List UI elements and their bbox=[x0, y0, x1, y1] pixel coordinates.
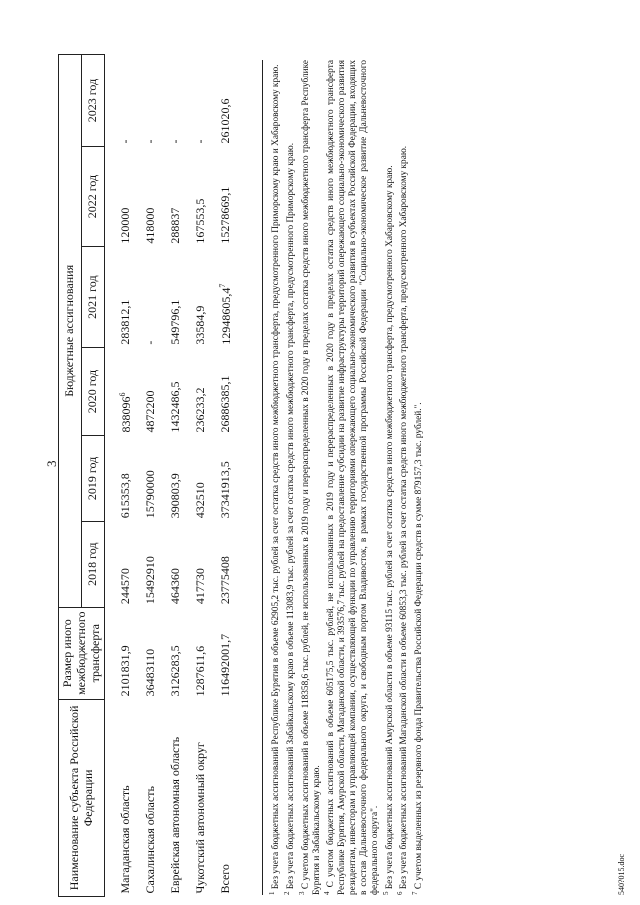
transfer-amount: 36483110 bbox=[143, 648, 158, 697]
budget-value: 4872200 bbox=[143, 390, 158, 433]
region-name: Чукотский автономный округ bbox=[193, 742, 208, 894]
budget-value: 33584,9 bbox=[193, 305, 208, 345]
footnote bbox=[267, 60, 282, 895]
transfer-amount: 2101831,9 bbox=[118, 645, 133, 697]
budget-value: 12948605,4$^7$ bbox=[217, 283, 233, 345]
budget-value: 549796,1 bbox=[168, 299, 183, 345]
budget-value: - bbox=[193, 139, 208, 144]
budget-value: 615353,8 bbox=[118, 473, 133, 519]
transfer-amount: 3126283,5 bbox=[168, 645, 183, 697]
footnote-text: С учетом бюджетных ассигнований в объеме 118358,6 тыс. рублей, не использованных в 2019 году и перераспределенных в 2020 году в пределах остатка средств иного межбюджетного трансферта Республике Бурятия и Забайкальскому краю. bbox=[300, 60, 322, 895]
footnote bbox=[410, 60, 425, 895]
footnote bbox=[322, 60, 380, 895]
budget-value: 288837 bbox=[168, 207, 183, 244]
budget-value: 23775408 bbox=[218, 556, 233, 605]
footnote-number: 1 bbox=[268, 891, 276, 895]
page-number: 3 bbox=[44, 460, 59, 467]
budget-value: - bbox=[143, 139, 158, 144]
header-region: Наименование субъекта Российской Федерации bbox=[59, 699, 105, 896]
doc-file-name: 540?015.doc bbox=[617, 853, 626, 895]
budget-value: - bbox=[143, 340, 158, 345]
footnote-number: 2 bbox=[282, 891, 291, 895]
table-row bbox=[138, 55, 163, 897]
region-name: Еврейская автономная область bbox=[168, 736, 183, 894]
table-row bbox=[188, 55, 213, 897]
budget-value: - bbox=[118, 139, 133, 144]
footnote bbox=[381, 60, 396, 895]
transfer-amount: 1287611,6 bbox=[193, 645, 208, 697]
header-year: 2020 год bbox=[82, 348, 105, 436]
footnote bbox=[282, 60, 297, 895]
footnote bbox=[395, 60, 410, 895]
budget-value: 15278669,1 bbox=[218, 186, 233, 244]
budget-value: 390803,9 bbox=[168, 473, 183, 519]
header-year: 2023 год bbox=[82, 55, 105, 147]
footnote-number: 3 bbox=[297, 891, 306, 895]
transfer-amount: 116492001,7 bbox=[218, 633, 233, 697]
budget-value: 37341913,5 bbox=[218, 461, 233, 519]
footnote-number: 5 bbox=[381, 891, 390, 895]
table-row bbox=[163, 55, 188, 897]
footnote-marker: 6 bbox=[117, 392, 127, 397]
budget-value: 417730 bbox=[193, 568, 208, 605]
budget-value: 236233,2 bbox=[193, 387, 208, 433]
budget-value: - bbox=[168, 139, 183, 144]
footnote-text: Без учета бюджетных ассигнований Республике Бурятия в объеме 62905,2 тыс. рублей за счет остатка средств иного межбюджетного трансферта, предусмотренного Приморскому краю и Хабаровскому краю. bbox=[271, 64, 282, 890]
budget-value: 432510 bbox=[193, 482, 208, 519]
budget-value: 26886385,1 bbox=[218, 375, 233, 433]
budget-value: 261020,6 bbox=[218, 98, 233, 144]
footnote-text: С учетом бюджетных ассигнований в объеме 605175,5 тыс. рублей, не использованных в 2019 году и перераспределенных в 2020 году в пределах остатка средств иного межбюджетного трансферта Республике Бурятия, Амурской области, Магаданской области, и 393576,7 тыс. рублей на предоставление субсидии на развитие инфраструктуры территорий опережающего социально-экономического развития резидентам, инвесторам и управляющей компании, осуществляющей функции по управлению территориями опережающего социально-экономического развития в субъектах Российской Федерации, входящих в состав Дальневосточного федерального округа, и свободным портом Владивосток, в рамках государственной программы Российской Федерации "Социально-экономическое развитие Дальневосточного федерального округа". bbox=[326, 60, 380, 895]
budget-value: 464360 bbox=[168, 568, 183, 605]
footnote-number: 4 bbox=[323, 891, 332, 895]
budget-value: 418000 bbox=[143, 207, 158, 244]
header-year: 2021 год bbox=[82, 247, 105, 348]
footnotes bbox=[262, 60, 425, 895]
footnote-number: 7 bbox=[411, 891, 420, 895]
budget-table bbox=[58, 54, 238, 897]
budget-value: 244570 bbox=[118, 568, 133, 605]
table-row bbox=[105, 55, 139, 897]
footnote bbox=[297, 60, 323, 895]
region-name: Сахалинская область bbox=[143, 786, 158, 894]
footnote-text: С учетом выделенных из резервного фонда Правительства Российской Федерации средств в сумме 879157,3 тыс. рублей.". bbox=[414, 402, 425, 890]
region-name: Магаданская область bbox=[118, 785, 133, 894]
budget-value: 167553,5 bbox=[193, 198, 208, 244]
budget-value: 283812,1 bbox=[118, 299, 133, 345]
footnote-number: 6 bbox=[396, 891, 405, 895]
footnote-text: Без учета бюджетных ассигнований Амурской области в объеме 93115 тыс. рублей за счет остатка средств иного межбюджетного трансферта, предусмотренного Хабаровскому краю. bbox=[384, 165, 395, 890]
table-row bbox=[213, 55, 238, 897]
header-year: 2019 год bbox=[82, 436, 105, 522]
header-budget: Бюджетные ассигнования bbox=[59, 55, 82, 608]
region-name: Всего bbox=[218, 864, 233, 894]
budget-value: 1432486,5 bbox=[168, 381, 183, 433]
budget-value: 838096$^6$ bbox=[117, 392, 133, 433]
budget-value: 15492910 bbox=[143, 556, 158, 605]
budget-value: 120000 bbox=[118, 207, 133, 244]
budget-value: 15790000 bbox=[143, 470, 158, 519]
footnote-text: Без учета бюджетных ассигнований Магаданской области в объеме 60853,3 тыс. рублей за счет остатка средств иного межбюджетного трансферта, предусмотренного Хабаровскому краю. bbox=[399, 145, 410, 890]
footnote-marker: 7 bbox=[217, 283, 227, 288]
header-transfer: Размер иного межбюджетного трансферта bbox=[59, 607, 105, 699]
footnote-text: Без учета бюджетных ассигнований Забайкальскому краю в объеме 113083,9 тыс. рублей за счет остатка средств иного межбюджетного трансферта, предусмотренного Приморскому краю. bbox=[285, 142, 296, 890]
header-year: 2022 год bbox=[82, 146, 105, 246]
header-year: 2018 год bbox=[82, 521, 105, 607]
